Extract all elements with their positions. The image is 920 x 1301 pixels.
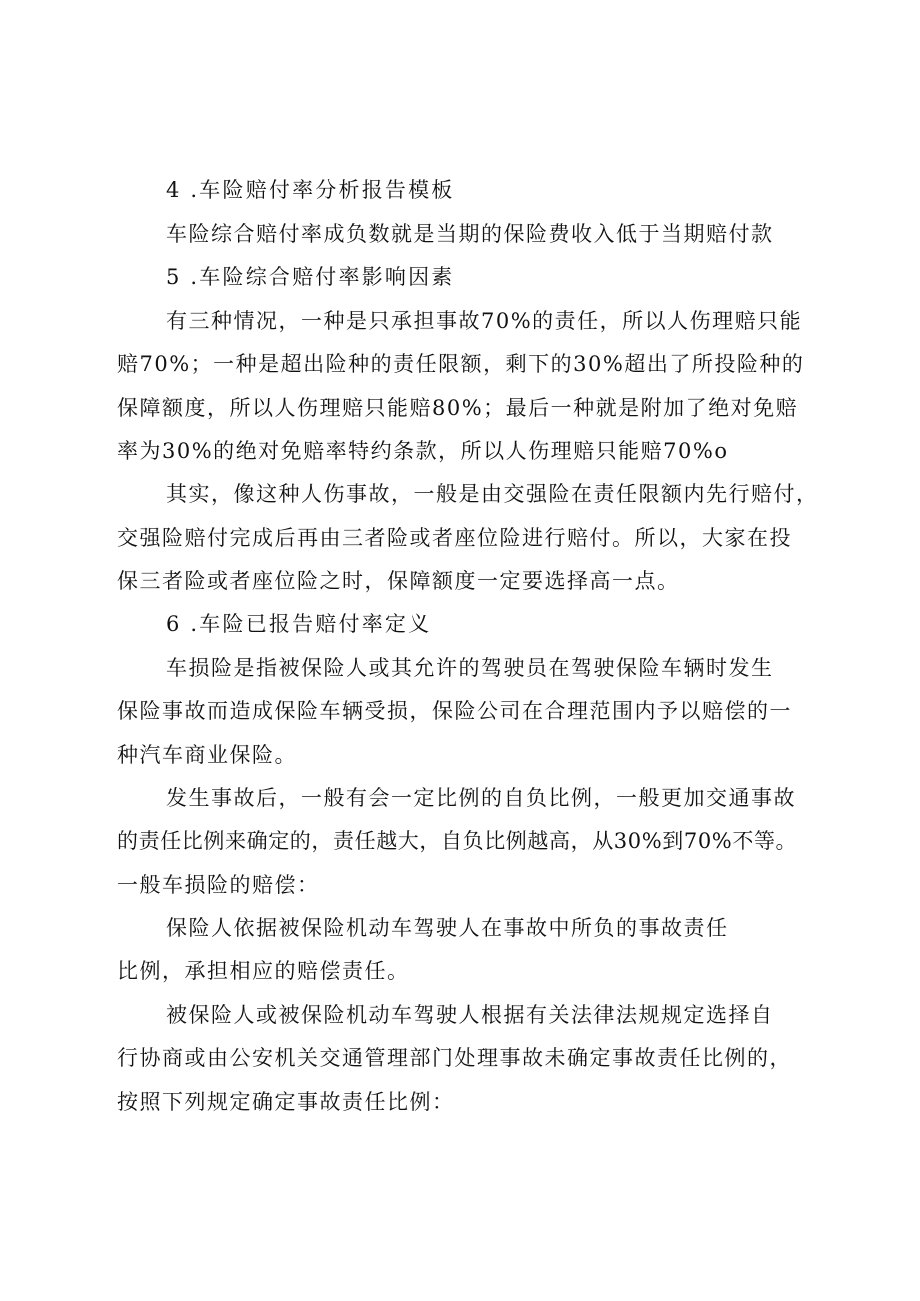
- paragraph-line: 有三种情况，一种是只承担事故70%的责任，所以人伤理赔只能: [166, 309, 803, 333]
- paragraph-line: 保险事故而造成保险车辆受损，保险公司在合理范围内予以赔偿的一: [117, 699, 792, 723]
- paragraph-line: 发生事故后，一般有会一定比例的自负比例，一般更加交通事故: [166, 786, 796, 810]
- paragraph-line: 交强险赔付完成后再由三者险或者座位险进行赔付。所以，大家在投: [117, 526, 792, 550]
- paragraph-line: 保险人依据被保险机动车驾驶人在事故中所负的事故责任: [166, 916, 729, 940]
- paragraph-line: 被保险人或被保险机动车驾驶人根据有关法律法规规定选择自: [166, 1003, 774, 1027]
- section-heading-5: 5 .车险综合赔付率影响因素: [166, 265, 455, 289]
- paragraph-line: 率为30%的绝对免赔率特约条款，所以人伤理赔只能赔70%o: [117, 439, 729, 463]
- paragraph-line: 车损险是指被保险人或其允许的驾驶员在驾驶保险车辆时发生: [166, 656, 774, 680]
- paragraph-line: 按照下列规定确定事故责任比例：: [117, 1090, 455, 1114]
- paragraph-line: 保三者险或者座位险之时，保障额度一定要选择高一点。: [117, 569, 680, 593]
- paragraph-line: 一般车损险的赔偿：: [117, 873, 320, 897]
- paragraph-line: 车险综合赔付率成负数就是当期的保险费收入低于当期赔付款: [166, 222, 774, 246]
- paragraph-line: 赔70%；一种是超出险种的责任限额，剩下的30%超出了所投险种的: [117, 352, 805, 376]
- section-heading-6: 6 .车险已报告赔付率定义: [166, 612, 432, 636]
- paragraph-line: 比例，承担相应的赔偿责任。: [117, 959, 410, 983]
- paragraph-line: 行协商或由公安机关交通管理部门处理事故未确定事故责任比例的，: [117, 1046, 792, 1070]
- section-heading-4: 4 .车险赔付率分析报告模板: [166, 178, 455, 202]
- paragraph-line: 种汽车商业保险。: [117, 743, 297, 767]
- paragraph-line: 保障额度，所以人伤理赔只能赔80%；最后一种就是附加了绝对免赔: [117, 396, 799, 420]
- paragraph-line: 的责任比例来确定的，责任越大，自负比例越高，从30%到70%不等。: [117, 829, 798, 853]
- paragraph-line: 其实，像这种人伤事故，一般是由交强险在责任限额内先行赔付，: [166, 482, 819, 506]
